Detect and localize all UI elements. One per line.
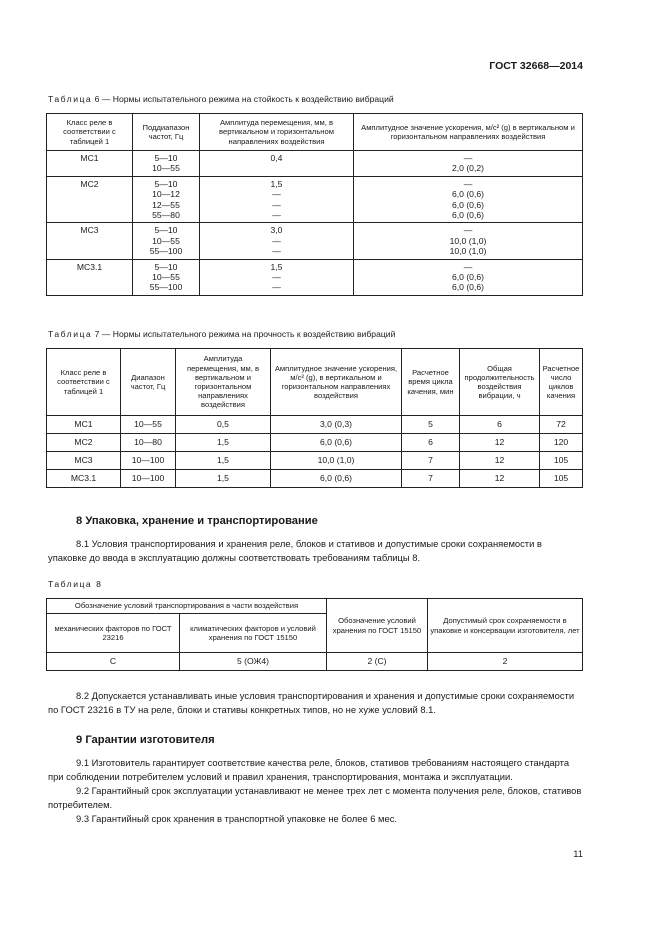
table6-cell-freq: 5—10 10—55 [133,151,200,177]
section9-paragraph3: 9.3 Гарантийный срок хранения в транспортной упаковке не более 6 мес. [76,813,398,824]
table6-cell-class: МС3.1 [47,259,133,295]
section9-title: 9 Гарантии изготовителя [76,734,215,746]
table7-header-amp: Амплитуда перемещения, мм, в вертикальном и горизонтальном направлениях воздействия [176,349,271,416]
table-row [47,434,583,452]
table-row [47,470,583,488]
table-cell: 10,0 (1,0) [271,452,402,470]
table-cell: 2 (С) [327,653,428,671]
section8-paragraph2: 8.2 Допускается устанавливать иные условия транспортирования и хранения и допустимые сроки сохраняемости по ГОСТ 23216 в ТУ на реле, блоки и стативы конкретных типов, но не хуже условий 8.1. [48,690,575,715]
table6-cell-freq: 5—10 10—55 55—100 [133,223,200,259]
table-row [47,176,583,223]
table6-cell-amp: 1,5 — — [200,259,354,295]
table6-cell-amp: 0,4 [200,151,354,177]
table8 [46,598,583,671]
table8-group-header: Обозначение условий транспортирования в части воздействия [47,599,327,614]
table-cell: 6 [460,416,540,434]
table-cell: 10—100 [121,470,176,488]
table-cell: 1,5 [176,452,271,470]
table-cell: 5 (ОЖ4) [180,653,327,671]
table-cell: 6,0 (0,6) [271,434,402,452]
table-row [47,653,583,671]
table7-header-class: Класс реле в соответствии с таблицей 1 [47,349,121,416]
table6-cell-class: МС1 [47,151,133,177]
table8-header-climatic: климатических факторов и условий хранения по ГОСТ 15150 [180,614,327,653]
table-row [47,223,583,259]
table7-header-cycle-time: Расчетное время цикла качения, мин [402,349,460,416]
table7-caption [48,329,395,339]
table-cell: 105 [540,470,583,488]
table-cell: 6 [402,434,460,452]
table6-cell-acc: — 2,0 (0,2) [354,151,583,177]
table-cell: МС2 [47,434,121,452]
table-cell: 120 [540,434,583,452]
table6-cell-freq: 5—10 10—12 12—55 55—80 [133,176,200,223]
table-row [47,259,583,295]
table6-header-amp: Амплитуда перемещения, мм, в вертикальном и горизонтальном направлениях воздействия [200,114,354,151]
table6-header-class: Класс реле в соответствии с таблицей 1 [47,114,133,151]
table-cell: 10—100 [121,452,176,470]
table6-caption [48,94,394,104]
section8-title: 8 Упаковка, хранение и транспортирование [76,515,318,527]
table-cell: 6,0 (0,6) [271,470,402,488]
table8-header-mechanical: механических факторов по ГОСТ 23216 [47,614,180,653]
table7-caption-text: 7 — Нормы испытательного режима на прочность к воздействию вибраций [92,329,396,339]
table-cell: 2 [428,653,583,671]
table-cell: 5 [402,416,460,434]
section8-paragraph1: 8.1 Условия транспортирования и хранения реле, блоков и стативов и допустимые сроки сохраняемости в упаковке до ввода в эксплуатацию должны соответствовать требованиям таблицы 8. [48,538,542,563]
section9-paragraph1: 9.1 Изготовитель гарантирует соответствие качества реле, блоков, стативов требованиям настоящего стандарта при соблюдении потребителем условий и правил хранения, транспортирования, монтажа и эксплуатации. [48,757,570,782]
table-cell: 12 [460,470,540,488]
table-cell: 3,0 (0,3) [271,416,402,434]
table-cell: МС3 [47,452,121,470]
table6 [46,113,583,296]
table-cell: С [47,653,180,671]
table-cell: 10—80 [121,434,176,452]
table8-header-storage: Обозначение условий хранения по ГОСТ 15150 [327,599,428,653]
table-cell: 10—55 [121,416,176,434]
table7 [46,348,583,488]
table-row [47,416,583,434]
section9-body [48,756,583,826]
table6-cell-class: МС3 [47,223,133,259]
table6-cell-acc: — 6,0 (0,6) 6,0 (0,6) 6,0 (0,6) [354,176,583,223]
table-cell: 0,5 [176,416,271,434]
table6-caption-text: 6 — Нормы испытательного режима на стойкость к воздействию вибраций [92,94,394,104]
table6-header-acc: Амплитудное значение ускорения, м/с² (g) в вертикальном и горизонтальном направлениях воздействия [354,114,583,151]
table7-header-freq: Диапазон частот, Гц [121,349,176,416]
table-cell: 12 [460,434,540,452]
table-cell: 7 [402,452,460,470]
table6-cell-freq: 5—10 10—55 55—100 [133,259,200,295]
table6-cell-class: МС2 [47,176,133,223]
table8-header-term: Допустимый срок сохраняемости в упаковке и консервации изготовителя, лет [428,599,583,653]
table-cell: 1,5 [176,470,271,488]
table7-header-cycles: Расчетное число циклов качения [540,349,583,416]
table-row [47,151,583,177]
table6-cell-amp: 3,0 — — [200,223,354,259]
table-cell: 12 [460,452,540,470]
table7-header-duration: Общая продолжительность воздействия вибрации, ч [460,349,540,416]
table-row [47,452,583,470]
table6-cell-acc: — 10,0 (1,0) 10,0 (1,0) [354,223,583,259]
table-cell: 105 [540,452,583,470]
table-cell: 1,5 [176,434,271,452]
table6-caption-word: Таблица [48,94,93,104]
standard-number: ГОСТ 32668—2014 [489,60,583,72]
table7-header-acc: Амплитудное значение ускорения, м/с² (g), в вертикальном и горизонтальном направлениях воздействия [271,349,402,416]
table-cell: МС3.1 [47,470,121,488]
table-cell: 72 [540,416,583,434]
section9-paragraph2: 9.2 Гарантийный срок эксплуатации устанавливают не менее трех лет с момента получения реле, блоков, стативов потребителем. [48,785,582,810]
table7-caption-word: Таблица [48,329,93,339]
table6-cell-acc: — 6,0 (0,6) 6,0 (0,6) [354,259,583,295]
table-cell: МС1 [47,416,121,434]
page-number: 11 [573,848,583,859]
table-cell: 7 [402,470,460,488]
table6-header-freq: Поддиапазон частот, Гц [133,114,200,151]
table6-cell-amp: 1,5 — — — [200,176,354,223]
table8-caption: Таблица 8 [48,579,103,589]
